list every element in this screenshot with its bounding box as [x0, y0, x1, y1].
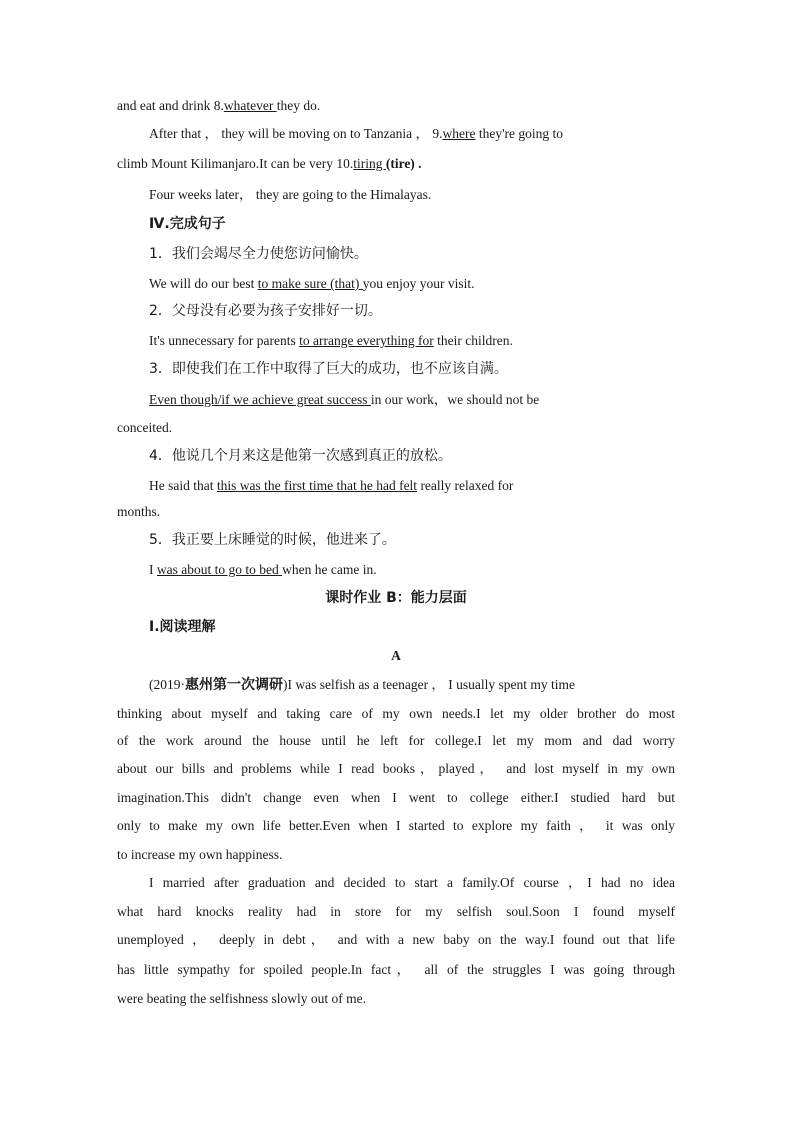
question-5-answer [149, 560, 675, 580]
cloze-text: climb Mount Kilimanjaro.It can be very 10. [117, 156, 354, 171]
cloze-text: (tire) . [385, 156, 422, 171]
filled-blank: this was the first time that he had felt [216, 478, 418, 493]
question-4-chinese: 4．他说几个月来这是他第一次感到真正的放松。 [149, 448, 452, 464]
filled-blank: to arrange everything for [299, 333, 434, 348]
passage-line: to increase my own happiness. [117, 847, 283, 862]
passage-text: )I was selfish as a teenager ， I usually spent my time [283, 677, 576, 692]
passage-line: thinking about myself and taking care of my own needs.I let my older brother do most [117, 706, 675, 721]
cloze-line-2 [149, 124, 675, 144]
passage-line: of the work around the house until he left for college.I let my mom and dad worry [117, 733, 675, 748]
cloze-text: they're going to [475, 126, 564, 141]
passage-line: were beating the selfishness slowly out of me. [117, 991, 366, 1006]
reading-section-heading: Ⅰ.阅读理解 [149, 619, 216, 635]
cloze-text: and eat and drink 8. [117, 98, 224, 113]
source-text: (2019· [149, 677, 185, 692]
question-4-answer [149, 476, 675, 496]
filled-blank: Even though/if we achieve great success [149, 392, 371, 407]
question-1-chinese: 1．我们会竭尽全力使您访问愉快。 [149, 246, 368, 262]
cloze-answer-10: tiring [353, 156, 386, 171]
section-heading: Ⅳ.完成句子 [149, 216, 226, 232]
answer-text: He said that [149, 478, 217, 493]
answer-text: We will do our best [149, 276, 258, 291]
passage-line: has little sympathy for spoiled people.In fact， all of the struggles I was going through [117, 962, 675, 977]
homework-title: 课时作业 B：能力层面 [325, 590, 467, 606]
answer-text: you enjoy your visit. [362, 276, 475, 291]
answer-text: I [149, 562, 157, 577]
question-4-continuation: months. [117, 504, 161, 519]
question-2-chinese: 2．父母没有必要为孩子安排好一切。 [149, 303, 382, 319]
passage-line [149, 675, 675, 695]
passage-line: imagination.This didn't change even when I went to college either.I studied hard but [117, 790, 675, 805]
cloze-text: After that ， they will be moving on to Tanzania ， 9. [149, 126, 443, 141]
filled-blank: to make sure (that) [257, 276, 363, 291]
cloze-answer-8: whatever [223, 98, 277, 113]
cloze-line-3 [117, 154, 675, 174]
passage-label: A [391, 648, 401, 663]
passage-line: only to make my own life better.Even when I started to explore my faith ， it was only [117, 818, 675, 833]
answer-text: really relaxed for [417, 478, 514, 493]
passage-line: I married after graduation and decided to start a family.Of course ，I had no idea [149, 875, 675, 890]
question-3-answer [149, 390, 675, 410]
answer-text: their children. [433, 333, 513, 348]
answer-text: in our work，we should not be [370, 392, 540, 407]
cloze-line-4: Four weeks later， they are going to the Himalayas. [149, 187, 432, 202]
cloze-answer-9: where [442, 126, 476, 141]
answer-text: It's unnecessary for parents [149, 333, 300, 348]
question-3-chinese: 3．即使我们在工作中取得了巨大的成功，也不应该自满。 [149, 361, 508, 377]
question-3-continuation: conceited. [117, 420, 173, 435]
source-name: 惠州第一次调研 [185, 677, 283, 693]
filled-blank: was about to go to bed [156, 562, 283, 577]
question-5-chinese: 5．我正要上床睡觉的时候，他进来了。 [149, 532, 396, 548]
answer-text: when he came in. [282, 562, 377, 577]
cloze-line-1 [117, 96, 675, 116]
passage-line: about our bills and problems while I read books，played， and lost myself in my own [117, 761, 675, 776]
question-2-answer [149, 331, 675, 351]
cloze-text: they do. [276, 98, 321, 113]
question-1-answer [149, 274, 675, 294]
passage-line: what hard knocks reality had in store for my selfish soul.Soon I found myself [117, 904, 675, 919]
passage-line: unemployed ， deeply in debt， and with a new baby on the way.I found out that life [117, 932, 675, 947]
